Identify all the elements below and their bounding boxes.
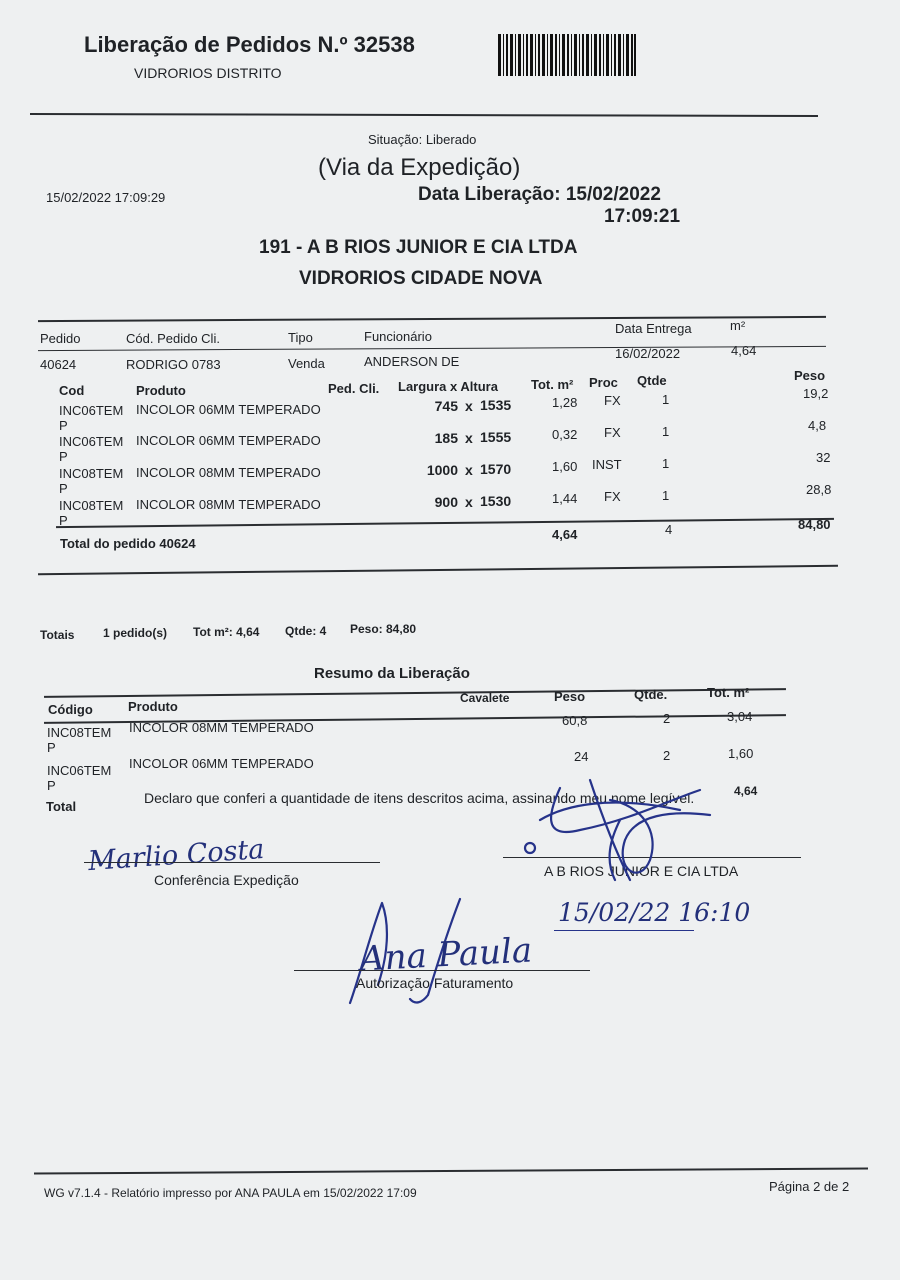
resumo-row-peso: 24 — [574, 749, 589, 764]
row-cod: INC08TEM — [59, 498, 124, 513]
footer-print-info: WG v7.1.4 - Relatório impresso por ANA PAULA em 15/02/2022 17:09 — [44, 1186, 417, 1200]
resumo-title: Resumo da Liberação — [314, 665, 470, 682]
row-qtde: 1 — [662, 456, 670, 471]
row-peso: 4,8 — [808, 418, 827, 433]
resumo-total-m2: 4,64 — [734, 784, 758, 798]
row-produto: INCOLOR 08MM TEMPERADO — [136, 497, 321, 512]
row-peso: 19,2 — [803, 386, 829, 401]
resumo-col-tot-m2: Tot. m² — [707, 685, 750, 700]
resumo-top-divider — [44, 688, 786, 698]
label-cod-pedido-cli: Cód. Pedido Cli. — [126, 331, 220, 346]
resumo-row-tot-m2: 3,04 — [727, 709, 753, 724]
customer-branch: VIDRORIOS CIDADE NOVA — [299, 268, 543, 289]
col-proc: Proc — [589, 375, 618, 390]
row-proc: FX — [604, 393, 621, 408]
row-tot-m2: 1,44 — [552, 491, 578, 506]
row-altura: 1535 — [480, 397, 512, 413]
row-tot-m2: 1,60 — [552, 459, 578, 474]
items-total-divider — [56, 518, 834, 528]
resumo-row-codigo-suffix: P — [47, 778, 56, 793]
items-bottom-divider — [38, 565, 838, 575]
resumo-row-tot-m2: 1,60 — [728, 746, 754, 761]
print-datetime: 15/02/2022 17:09:29 — [46, 190, 166, 205]
autorizacao-label: Autorização Faturamento — [356, 975, 514, 991]
resumo-row-qtde: 2 — [663, 748, 671, 763]
page-number: Página 2 de 2 — [769, 1179, 850, 1194]
col-tot-m2: Tot. m² — [531, 377, 574, 392]
total-pedido-label: Total do pedido 40624 — [60, 536, 196, 551]
row-proc: FX — [604, 425, 621, 440]
value-funcionario: ANDERSON DE — [364, 354, 460, 369]
total-tot-m2: 4,64 — [552, 527, 578, 542]
label-funcionario: Funcionário — [364, 329, 432, 344]
data-liberacao: Data Liberação: 15/02/2022 — [418, 184, 661, 205]
document-title: Liberação de Pedidos N.º 32538 — [84, 32, 415, 57]
row-cod: INC06TEM — [59, 434, 124, 449]
row-produto: INCOLOR 08MM TEMPERADO — [136, 465, 321, 480]
row-cod-suffix: P — [59, 418, 68, 433]
autorizacao-signature: Ana Paula — [359, 930, 534, 980]
row-peso: 28,8 — [806, 482, 832, 497]
col-produto: Produto — [136, 383, 186, 398]
row-produto: INCOLOR 06MM TEMPERADO — [136, 433, 321, 448]
label-m2: m² — [730, 318, 746, 333]
via-label: (Via da Expedição) — [318, 154, 521, 181]
row-qtde: 1 — [662, 424, 670, 439]
row-x: x — [465, 430, 473, 446]
row-cod: INC06TEM — [59, 403, 124, 418]
value-data-entrega: 16/02/2022 — [615, 346, 681, 361]
barcode-icon — [498, 34, 636, 76]
data-liberacao-time: 17:09:21 — [604, 206, 681, 227]
row-peso: 32 — [816, 450, 831, 465]
client-label: A B RIOS JUNIOR E CIA LTDA — [544, 863, 739, 879]
resumo-col-codigo: Código — [48, 702, 93, 717]
row-largura: 185 — [434, 430, 458, 446]
row-altura: 1555 — [480, 429, 512, 445]
resumo-col-produto: Produto — [128, 699, 178, 714]
label-tipo: Tipo — [288, 330, 313, 345]
row-qtde: 1 — [662, 392, 670, 407]
client-date-underline — [554, 930, 694, 931]
col-ped-cli: Ped. Cli. — [328, 381, 380, 396]
resumo-col-qtde: Qtde. — [634, 687, 668, 702]
row-qtde: 1 — [662, 488, 670, 503]
customer-name: 191 - A B RIOS JUNIOR E CIA LTDA — [259, 237, 578, 258]
label-pedido: Pedido — [40, 331, 81, 346]
order-top-divider — [38, 316, 826, 322]
header-divider — [30, 113, 818, 117]
company-name: VIDRORIOS DISTRITO — [134, 65, 282, 81]
resumo-row-peso: 60,8 — [562, 713, 588, 728]
row-x: x — [465, 398, 473, 414]
footer-divider — [34, 1167, 868, 1174]
value-tipo: Venda — [288, 356, 325, 371]
row-cod-suffix: P — [59, 481, 68, 496]
autorizacao-line — [294, 970, 590, 971]
resumo-col-peso: Peso — [554, 689, 586, 704]
resumo-row-codigo-suffix: P — [47, 740, 56, 755]
row-altura: 1570 — [480, 461, 512, 477]
situacao: Situação: Liberado — [368, 132, 477, 147]
row-proc: INST — [592, 457, 622, 472]
resumo-row-produto: INCOLOR 06MM TEMPERADO — [129, 756, 314, 771]
resumo-col-cavalete: Cavalete — [460, 691, 510, 705]
total-qtde: 4 — [665, 522, 673, 537]
resumo-total-label: Total — [46, 799, 77, 814]
resumo-row-produto: INCOLOR 08MM TEMPERADO — [129, 720, 314, 735]
client-signature-scribble — [520, 770, 740, 900]
row-proc: FX — [604, 489, 621, 504]
row-largura: 900 — [434, 494, 458, 510]
row-produto: INCOLOR 06MM TEMPERADO — [136, 402, 321, 417]
row-x: x — [465, 494, 473, 510]
col-cod: Cod — [59, 383, 85, 398]
row-largura: 745 — [434, 398, 458, 414]
row-altura: 1530 — [480, 493, 512, 509]
client-date-handwriting: 15/02/22 16:10 — [558, 898, 751, 927]
row-largura: 1000 — [426, 462, 458, 478]
label-data-entrega: Data Entrega — [615, 321, 692, 336]
totals-peso: Peso: 84,80 — [350, 622, 417, 636]
declaration-text: Declaro que conferi a quantidade de itens descritos acima, assinando meu nome legível. — [144, 790, 695, 806]
row-tot-m2: 0,32 — [552, 427, 578, 442]
col-qtde: Qtde — [637, 373, 667, 388]
barcode — [498, 34, 636, 76]
conferencia-signature: Marlio Costa — [87, 833, 266, 878]
conferencia-label: Conferência Expedição — [154, 872, 299, 888]
resumo-row-codigo: INC06TEM — [47, 763, 112, 778]
totals-label: Totais — [40, 628, 75, 642]
value-m2: 4,64 — [731, 343, 757, 358]
row-cod: INC08TEM — [59, 466, 124, 481]
resumo-row-qtde: 2 — [663, 711, 671, 726]
totals-pedidos: 1 pedido(s) — [103, 626, 168, 640]
total-peso: 84,80 — [798, 517, 831, 532]
row-cod-suffix: P — [59, 449, 68, 464]
row-x: x — [465, 462, 473, 478]
order-label-divider — [38, 346, 826, 351]
totals-qtde: Qtde: 4 — [285, 624, 327, 638]
value-cod-pedido-cli: RODRIGO 0783 — [126, 357, 221, 372]
row-cod-suffix: P — [59, 513, 68, 528]
col-peso: Peso — [794, 368, 826, 383]
totals-tot-m2: Tot m²: 4,64 — [193, 625, 260, 639]
col-largura-altura: Largura x Altura — [398, 379, 498, 394]
value-pedido: 40624 — [40, 357, 77, 372]
row-tot-m2: 1,28 — [552, 395, 578, 410]
resumo-row-codigo: INC08TEM — [47, 725, 112, 740]
conferencia-line — [84, 862, 380, 863]
